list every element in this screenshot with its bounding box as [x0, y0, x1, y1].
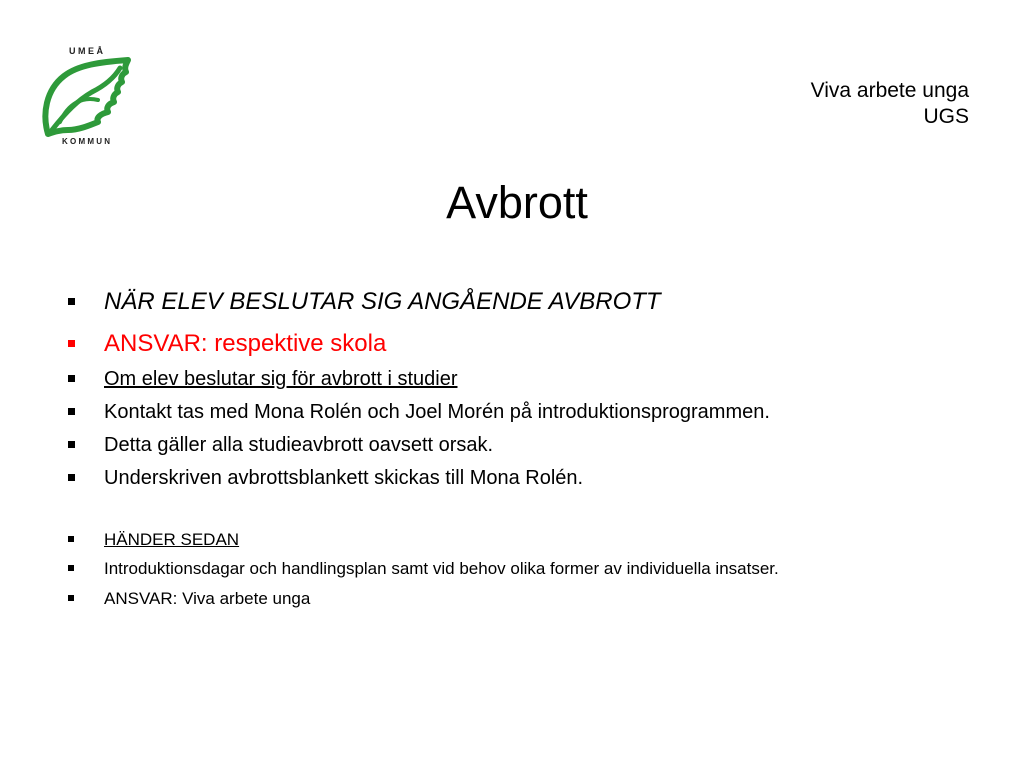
bullet-item [68, 529, 239, 551]
slide-title: Avbrott [446, 177, 588, 228]
bullet-text: Introduktionsdagar och handlingsplan samt vid behov olika former av individuella insatser. [104, 559, 779, 578]
header-line-1: Viva arbete unga [810, 79, 969, 102]
bullet-item [68, 558, 779, 580]
square-bullet-icon [68, 441, 75, 448]
logo-bottom-text: K O M M U N [62, 137, 110, 146]
square-bullet-icon [68, 474, 75, 481]
bullet-text: Kontakt tas med Mona Rolén och Joel Morén på introduktionsprogrammen. [104, 401, 770, 423]
square-bullet-icon [68, 536, 74, 542]
bullet-text: HÄNDER SEDAN [104, 530, 240, 549]
bullet-item [68, 465, 583, 491]
bullet-item [68, 287, 661, 317]
bullet-item [68, 432, 493, 458]
bullet-text: ANSVAR: respektive skola [104, 330, 387, 357]
header-right [811, 78, 969, 130]
square-bullet-icon [68, 595, 74, 601]
bullet-text: ANSVAR: Viva arbete unga [104, 589, 311, 608]
square-bullet-icon [68, 565, 74, 571]
bullet-item [68, 399, 770, 425]
logo-top-text: U M E Å [68, 46, 104, 56]
square-bullet-icon [68, 298, 75, 305]
bullet-item [68, 588, 310, 610]
bullet-text: Detta gäller alla studieavbrott oavsett orsak. [104, 434, 494, 456]
umea-kommun-logo [38, 42, 134, 148]
bullet-text: Om elev beslutar sig för avbrott i studier [104, 368, 458, 390]
square-bullet-icon [68, 340, 75, 347]
header-line-2: UGS [923, 105, 969, 128]
square-bullet-icon [68, 408, 75, 415]
leaf-icon [38, 42, 134, 148]
square-bullet-icon [68, 375, 75, 382]
bullet-item [68, 366, 457, 392]
bullet-text: Underskriven avbrottsblankett skickas till Mona Rolén. [104, 467, 584, 489]
bullet-item [68, 329, 386, 359]
bullet-text: NÄR ELEV BESLUTAR SIG ANGÅENDE AVBROTT [104, 288, 661, 315]
